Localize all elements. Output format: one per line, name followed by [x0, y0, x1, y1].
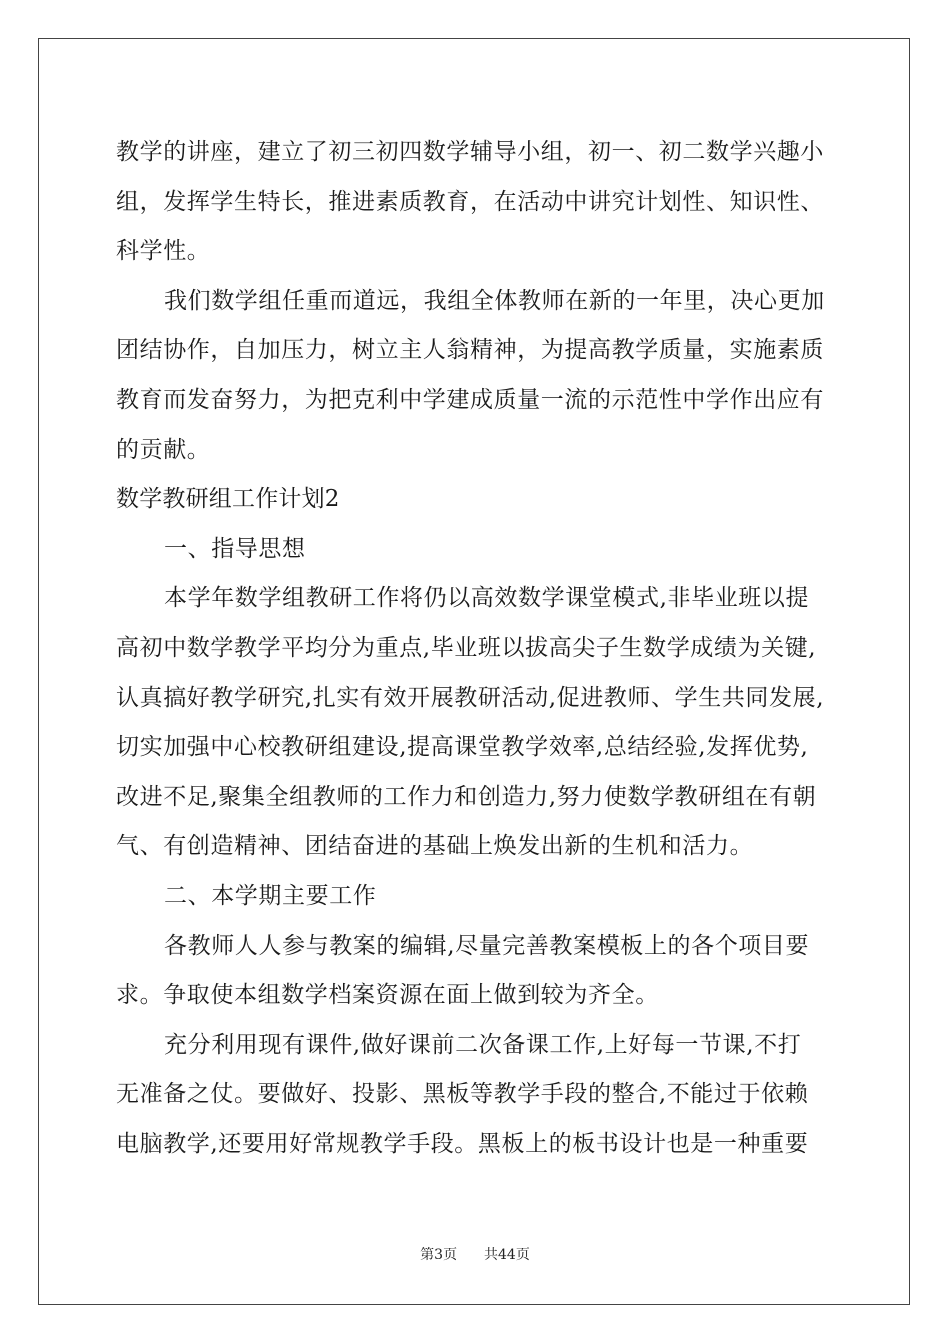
text-line: 教育而发奋努力，为把克利中学建成质量一流的示范性中学作出应有: [116, 386, 824, 413]
page-footer: [0, 1244, 950, 1264]
text-line: 认真搞好教学研究,扎实有效开展教研活动,促进教师、学生共同发展,: [116, 684, 825, 711]
text-line: 教学的讲座，建立了初三初四数学辅导小组，初一、初二数学兴趣小: [116, 139, 824, 165]
text-line: 的贡献。: [116, 436, 211, 463]
page-total: 共44页: [484, 1247, 530, 1263]
subsection-heading: 一、指导思想: [164, 535, 306, 562]
text-line: 改进不足,聚集全组教师的工作力和创造力,努力使数学教研组在有朝: [116, 783, 817, 810]
text-line: 气、有创造精神、团结奋进的基础上焕发出新的生机和活力。: [116, 833, 754, 860]
text-line: 我们数学组任重而道远，我组全体教师在新的一年里，决心更加: [164, 287, 825, 314]
subsection-heading: 二、本学期主要工作: [164, 882, 377, 909]
text-line: 本学年数学组教研工作将仍以高效数学课堂模式,非毕业班以提: [164, 585, 810, 612]
text-line: 科学性。: [116, 238, 211, 265]
text-line: 团结协作，自加压力，树立主人翁精神，为提高教学质量，实施素质: [116, 337, 824, 364]
page-number: 第3页: [420, 1247, 458, 1263]
section-title: 数学教研组工作计划2: [116, 486, 340, 513]
text-line: 切实加强中心校教研组建设,提高课堂教学效率,总结经验,发挥优势,: [116, 734, 809, 761]
text-line: 充分利用现有课件,做好课前二次备课工作,上好每一节课,不打: [164, 1031, 802, 1058]
text-line: 各教师人人参与教案的编辑,尽量完善教案模板上的各个项目要: [164, 932, 810, 959]
text-line: 电脑教学,还要用好常规教学手段。黑板上的板书设计也是一种重要: [116, 1130, 809, 1157]
document-body: [116, 128, 850, 1169]
text-line: 高初中数学教学平均分为重点,毕业班以拔高尖子生数学成绩为关键,: [116, 634, 817, 661]
text-line: 无准备之仗。要做好、投影、黑板等教学手段的整合,不能过于依赖: [116, 1081, 809, 1108]
text-line: 组，发挥学生特长，推进素质教育，在活动中讲究计划性、知识性、: [116, 188, 824, 215]
text-line: 求。争取使本组数学档案资源在面上做到较为齐全。: [116, 982, 659, 1009]
